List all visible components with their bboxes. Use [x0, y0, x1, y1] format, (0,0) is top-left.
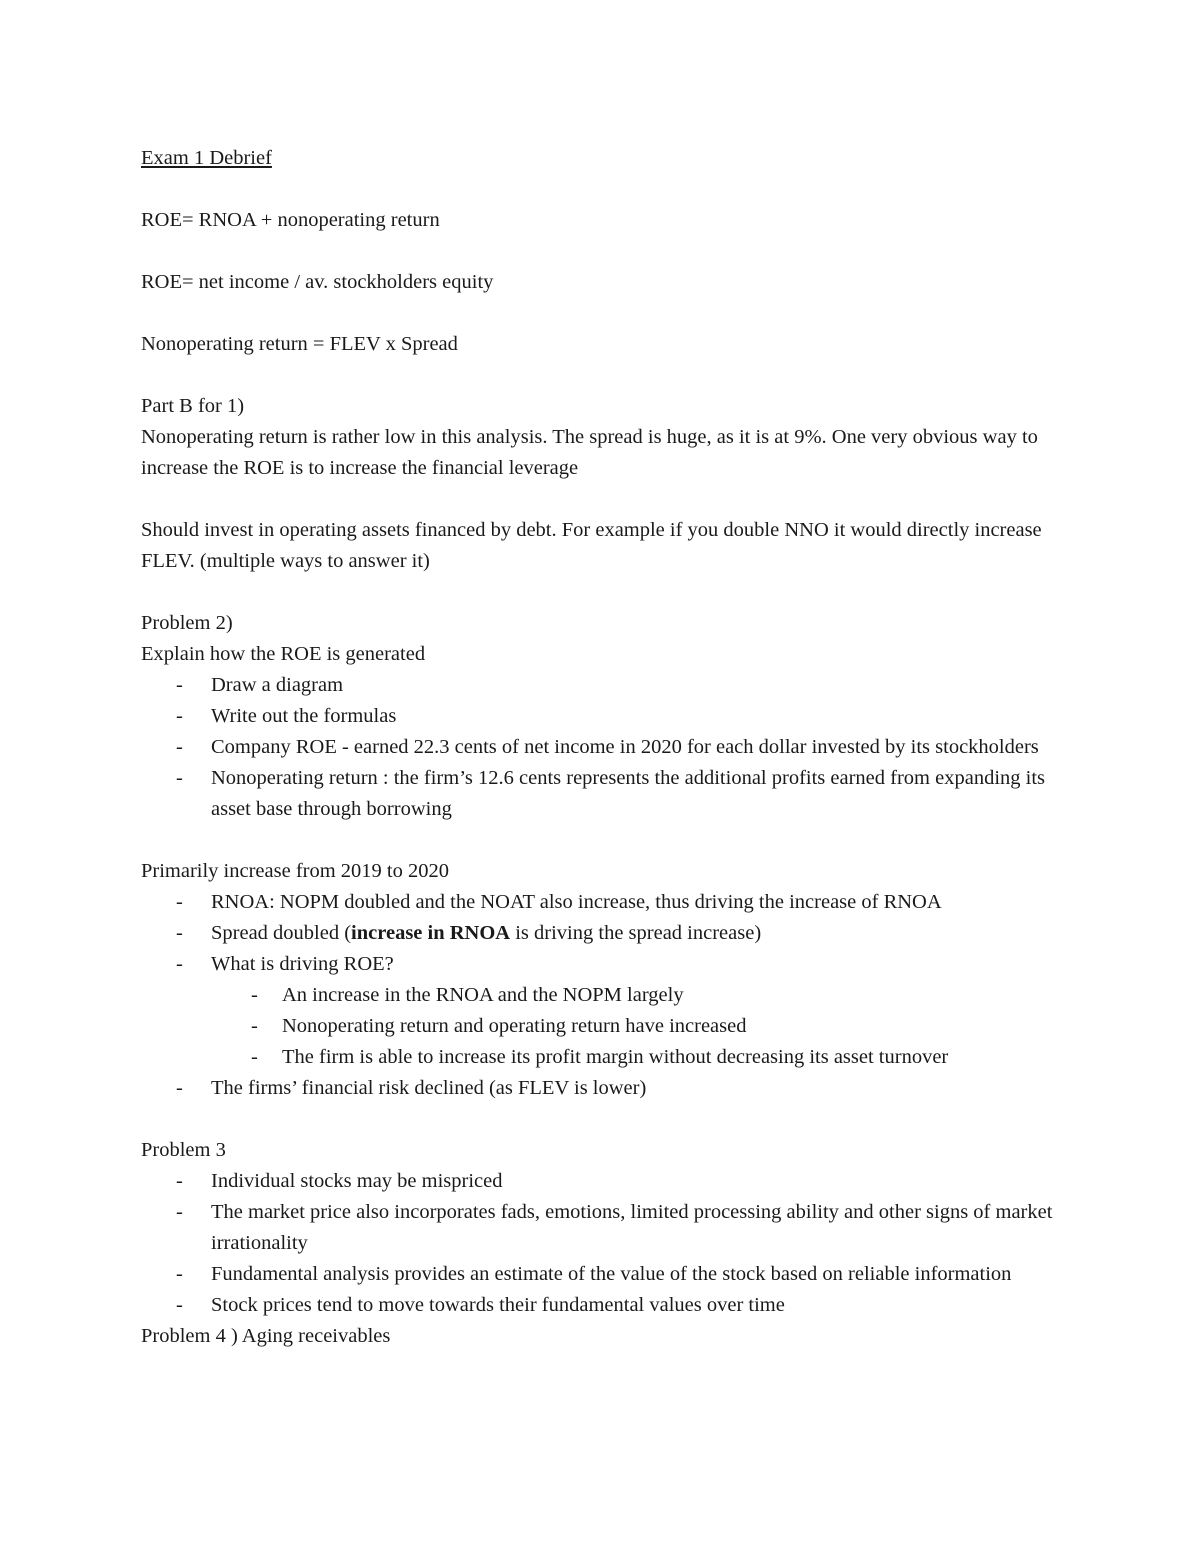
- text-span: Spread doubled (: [211, 922, 352, 944]
- formula-roe-net-income: ROE= net income / av. stockholders equity: [141, 271, 494, 293]
- problem-2-list: [141, 670, 1071, 825]
- list-item: - Nonoperating return : the firm’s 12.6 cents represents the additional profits earned from expanding its asset base through borrowing: [141, 763, 1071, 825]
- increase-sub-list: [141, 980, 1071, 1073]
- problem-3-list: [141, 1166, 1071, 1321]
- list-item: - RNOA: NOPM doubled and the NOAT also increase, thus driving the increase of RNOA: [141, 887, 1071, 918]
- increase-heading: Primarily increase from 2019 to 2020: [141, 860, 450, 882]
- list-item: [141, 918, 1071, 949]
- document-title: Exam 1 Debrief: [141, 147, 272, 169]
- formula-nonoperating-return: Nonoperating return = FLEV x Spread: [141, 333, 458, 355]
- spacer: [141, 174, 1071, 205]
- list-item: - The market price also incorporates fads, emotions, limited processing ability and other signs of market irrationality: [141, 1197, 1071, 1259]
- problem-4-heading: Problem 4 ) Aging receivables: [141, 1325, 391, 1347]
- problem-2-heading: Problem 2): [141, 612, 233, 634]
- sub-list-item: - An increase in the RNOA and the NOPM largely: [141, 980, 1071, 1011]
- list-item: - Individual stocks may be mispriced: [141, 1166, 1071, 1197]
- spacer: [141, 236, 1071, 267]
- increase-list: [141, 887, 1071, 980]
- spacer: [141, 484, 1071, 515]
- text-span: is driving the spread increase): [510, 922, 762, 944]
- spacer: [141, 360, 1071, 391]
- part-b-paragraph-2: Should invest in operating assets financed by debt. For example if you double NNO it would directly increase FLEV. (multiple ways to answer it): [141, 519, 1042, 572]
- problem-2-subheading: Explain how the ROE is generated: [141, 643, 426, 665]
- list-item: - What is driving ROE?: [141, 949, 1071, 980]
- list-item: - Stock prices tend to move towards their fundamental values over time: [141, 1290, 1071, 1321]
- spacer: [141, 1104, 1071, 1135]
- spacer: [141, 577, 1071, 608]
- list-item: - The firms’ financial risk declined (as FLEV is lower): [141, 1073, 1071, 1104]
- document-page: [141, 143, 1071, 1352]
- problem-3-heading: Problem 3: [141, 1139, 226, 1161]
- formula-roe-rnoa: ROE= RNOA + nonoperating return: [141, 209, 440, 231]
- spacer: [141, 298, 1071, 329]
- part-b-heading: Part B for 1): [141, 395, 245, 417]
- list-item: - Company ROE - earned 22.3 cents of net income in 2020 for each dollar invested by its stockholders: [141, 732, 1071, 763]
- list-item: - Write out the formulas: [141, 701, 1071, 732]
- sub-list-item: - Nonoperating return and operating return have increased: [141, 1011, 1071, 1042]
- increase-list-continued: [141, 1073, 1071, 1104]
- spacer: [141, 825, 1071, 856]
- list-item: - Fundamental analysis provides an estimate of the value of the stock based on reliable information: [141, 1259, 1071, 1290]
- sub-list-item: - The firm is able to increase its profit margin without decreasing its asset turnover: [141, 1042, 1071, 1073]
- bold-text: increase in RNOA: [351, 922, 511, 944]
- list-item: - Draw a diagram: [141, 670, 1071, 701]
- part-b-paragraph-1: Nonoperating return is rather low in this analysis. The spread is huge, as it is at 9%. One very obvious way to increase the ROE is to increase the financial leverage: [141, 426, 1038, 479]
